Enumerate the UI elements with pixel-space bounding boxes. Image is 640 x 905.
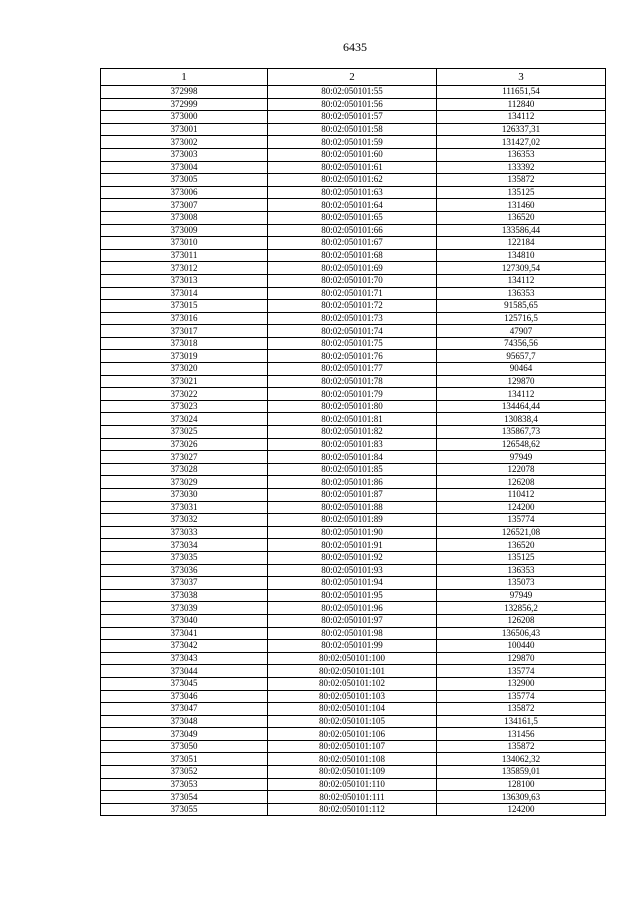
table-row — [101, 665, 606, 678]
table-cell-col-1: 373050 — [101, 740, 268, 753]
table-cell-col-1: 373028 — [101, 463, 268, 476]
table-cell-col-3: 134112 — [437, 388, 606, 401]
table-cell-col-2: 80:02:050101:65 — [268, 211, 437, 224]
table-row — [101, 766, 606, 779]
table-cell-col-2: 80:02:050101:104 — [268, 703, 437, 716]
table-cell-col-2: 80:02:050101:91 — [268, 539, 437, 552]
table-cell-col-3: 128100 — [437, 778, 606, 791]
table-cell-col-3: 135125 — [437, 186, 606, 199]
table-row — [101, 186, 606, 199]
table-cell-col-2: 80:02:050101:82 — [268, 426, 437, 439]
header-row — [101, 69, 606, 86]
table-cell-col-2: 80:02:050101:76 — [268, 350, 437, 363]
table-row — [101, 262, 606, 275]
table-cell-col-1: 373027 — [101, 451, 268, 464]
table-cell-col-2: 80:02:050101:92 — [268, 551, 437, 564]
table-cell-col-3: 97949 — [437, 589, 606, 602]
table-cell-col-2: 80:02:050101:64 — [268, 199, 437, 212]
table-cell-col-2: 80:02:050101:98 — [268, 627, 437, 640]
table-row — [101, 476, 606, 489]
table-row — [101, 778, 606, 791]
table-cell-col-1: 373036 — [101, 564, 268, 577]
table-cell-col-2: 80:02:050101:79 — [268, 388, 437, 401]
table-row — [101, 803, 606, 816]
header-col-1: 1 — [101, 69, 268, 86]
table-row — [101, 86, 606, 99]
table-row — [101, 211, 606, 224]
table-cell-col-3: 136520 — [437, 539, 606, 552]
table-cell-col-1: 373012 — [101, 262, 268, 275]
table-cell-col-1: 373049 — [101, 728, 268, 741]
table-cell-col-2: 80:02:050101:93 — [268, 564, 437, 577]
table-cell-col-1: 373052 — [101, 766, 268, 779]
table-row — [101, 602, 606, 615]
table-cell-col-2: 80:02:050101:100 — [268, 652, 437, 665]
table-cell-col-1: 373047 — [101, 703, 268, 716]
table-cell-col-3: 100440 — [437, 640, 606, 653]
table-cell-col-3: 126337,31 — [437, 123, 606, 136]
table-row — [101, 426, 606, 439]
table-cell-col-1: 373001 — [101, 123, 268, 136]
table-cell-col-1: 373007 — [101, 199, 268, 212]
table-cell-col-3: 136309,63 — [437, 791, 606, 804]
table-row — [101, 249, 606, 262]
table-cell-col-2: 80:02:050101:66 — [268, 224, 437, 237]
header-col-3: 3 — [437, 69, 606, 86]
table-cell-col-2: 80:02:050101:99 — [268, 640, 437, 653]
table-cell-col-3: 134062,32 — [437, 753, 606, 766]
table-row — [101, 753, 606, 766]
table-cell-col-2: 80:02:050101:85 — [268, 463, 437, 476]
table-cell-col-3: 90464 — [437, 363, 606, 376]
table-cell-col-1: 373022 — [101, 388, 268, 401]
table-cell-col-1: 373000 — [101, 111, 268, 124]
table-cell-col-3: 130838,4 — [437, 413, 606, 426]
table-cell-col-1: 373030 — [101, 489, 268, 502]
table-cell-col-1: 373045 — [101, 677, 268, 690]
table-cell-col-3: 134161,5 — [437, 715, 606, 728]
table-row — [101, 526, 606, 539]
table-row — [101, 715, 606, 728]
table-cell-col-3: 134112 — [437, 274, 606, 287]
table-cell-col-3: 134112 — [437, 111, 606, 124]
table-cell-col-3: 124200 — [437, 501, 606, 514]
table-row — [101, 539, 606, 552]
table-cell-col-2: 80:02:050101:109 — [268, 766, 437, 779]
table-cell-col-3: 129870 — [437, 375, 606, 388]
table-cell-col-1: 373016 — [101, 312, 268, 325]
table-cell-col-2: 80:02:050101:90 — [268, 526, 437, 539]
table-cell-col-3: 132856,2 — [437, 602, 606, 615]
table-row — [101, 136, 606, 149]
table-cell-col-1: 373048 — [101, 715, 268, 728]
table-row — [101, 703, 606, 716]
table-cell-col-2: 80:02:050101:69 — [268, 262, 437, 275]
table-cell-col-2: 80:02:050101:89 — [268, 514, 437, 527]
table-row — [101, 325, 606, 338]
table-cell-col-1: 373014 — [101, 287, 268, 300]
table-cell-col-1: 373011 — [101, 249, 268, 262]
table-cell-col-1: 373037 — [101, 577, 268, 590]
table-cell-col-1: 373024 — [101, 413, 268, 426]
table-row — [101, 740, 606, 753]
table-cell-col-3: 135867,73 — [437, 426, 606, 439]
table-row — [101, 627, 606, 640]
table-cell-col-2: 80:02:050101:110 — [268, 778, 437, 791]
table-cell-col-3: 132900 — [437, 677, 606, 690]
table-cell-col-1: 373043 — [101, 652, 268, 665]
table-cell-col-1: 373051 — [101, 753, 268, 766]
table-cell-col-1: 373032 — [101, 514, 268, 527]
table-row — [101, 148, 606, 161]
table-cell-col-1: 373013 — [101, 274, 268, 287]
table-cell-col-3: 122184 — [437, 237, 606, 250]
table-row — [101, 489, 606, 502]
table-cell-col-1: 373009 — [101, 224, 268, 237]
table-cell-col-2: 80:02:050101:59 — [268, 136, 437, 149]
table-cell-col-3: 91585,65 — [437, 300, 606, 313]
table-cell-col-1: 373026 — [101, 438, 268, 451]
table-cell-col-3: 47907 — [437, 325, 606, 338]
table-cell-col-2: 80:02:050101:57 — [268, 111, 437, 124]
table-row — [101, 463, 606, 476]
table-cell-col-3: 133392 — [437, 161, 606, 174]
table-row — [101, 363, 606, 376]
table-row — [101, 501, 606, 514]
table-cell-col-1: 373006 — [101, 186, 268, 199]
table-cell-col-3: 135125 — [437, 551, 606, 564]
table-cell-col-2: 80:02:050101:97 — [268, 614, 437, 627]
table-cell-col-2: 80:02:050101:108 — [268, 753, 437, 766]
table-row — [101, 98, 606, 111]
table-cell-col-3: 135872 — [437, 174, 606, 187]
table-cell-col-3: 135774 — [437, 690, 606, 703]
table-cell-col-1: 373008 — [101, 211, 268, 224]
table-cell-col-2: 80:02:050101:84 — [268, 451, 437, 464]
table-cell-col-2: 80:02:050101:94 — [268, 577, 437, 590]
table-cell-col-1: 373041 — [101, 627, 268, 640]
table-cell-col-2: 80:02:050101:107 — [268, 740, 437, 753]
table-cell-col-2: 80:02:050101:71 — [268, 287, 437, 300]
table-row — [101, 161, 606, 174]
table-cell-col-2: 80:02:050101:75 — [268, 337, 437, 350]
table-cell-col-2: 80:02:050101:67 — [268, 237, 437, 250]
table-cell-col-1: 373040 — [101, 614, 268, 627]
table-row — [101, 174, 606, 187]
table-cell-col-3: 135859,01 — [437, 766, 606, 779]
table-cell-col-3: 136506,43 — [437, 627, 606, 640]
table-row — [101, 224, 606, 237]
table-cell-col-1: 373023 — [101, 400, 268, 413]
table-cell-col-3: 135774 — [437, 514, 606, 527]
table-cell-col-1: 373025 — [101, 426, 268, 439]
table-row — [101, 337, 606, 350]
table-row — [101, 287, 606, 300]
table-cell-col-1: 373017 — [101, 325, 268, 338]
table-cell-col-1: 372999 — [101, 98, 268, 111]
table-row — [101, 375, 606, 388]
table-cell-col-2: 80:02:050101:87 — [268, 489, 437, 502]
table-cell-col-2: 80:02:050101:58 — [268, 123, 437, 136]
table-row — [101, 577, 606, 590]
table-cell-col-3: 124200 — [437, 803, 606, 816]
table-cell-col-3: 74356,56 — [437, 337, 606, 350]
table-row — [101, 690, 606, 703]
table-cell-col-1: 373018 — [101, 337, 268, 350]
table-cell-col-1: 373029 — [101, 476, 268, 489]
table-row — [101, 728, 606, 741]
table-cell-col-3: 135872 — [437, 740, 606, 753]
table-cell-col-2: 80:02:050101:81 — [268, 413, 437, 426]
table-row — [101, 400, 606, 413]
table-cell-col-3: 125716,5 — [437, 312, 606, 325]
table-cell-col-2: 80:02:050101:112 — [268, 803, 437, 816]
table-cell-col-2: 80:02:050101:101 — [268, 665, 437, 678]
table-cell-col-3: 129870 — [437, 652, 606, 665]
table-cell-col-1: 373010 — [101, 237, 268, 250]
table-row — [101, 614, 606, 627]
table-cell-col-3: 126548,62 — [437, 438, 606, 451]
table-cell-col-2: 80:02:050101:105 — [268, 715, 437, 728]
table-cell-col-2: 80:02:050101:60 — [268, 148, 437, 161]
table-cell-col-3: 136520 — [437, 211, 606, 224]
table-cell-col-2: 80:02:050101:103 — [268, 690, 437, 703]
table-cell-col-3: 136353 — [437, 287, 606, 300]
table-cell-col-3: 131427,02 — [437, 136, 606, 149]
table-row — [101, 413, 606, 426]
table-cell-col-1: 373044 — [101, 665, 268, 678]
table-cell-col-2: 80:02:050101:61 — [268, 161, 437, 174]
table-cell-col-2: 80:02:050101:74 — [268, 325, 437, 338]
table-cell-col-3: 131460 — [437, 199, 606, 212]
table-row — [101, 640, 606, 653]
table-row — [101, 388, 606, 401]
table-cell-col-3: 111651,54 — [437, 86, 606, 99]
table-cell-col-1: 373004 — [101, 161, 268, 174]
table-cell-col-3: 135073 — [437, 577, 606, 590]
table-cell-col-2: 80:02:050101:72 — [268, 300, 437, 313]
data-table — [100, 68, 606, 816]
table-cell-col-1: 373031 — [101, 501, 268, 514]
table-cell-col-2: 80:02:050101:88 — [268, 501, 437, 514]
table-cell-col-2: 80:02:050101:80 — [268, 400, 437, 413]
table-cell-col-1: 373020 — [101, 363, 268, 376]
table-row — [101, 350, 606, 363]
table-row — [101, 111, 606, 124]
table-cell-col-2: 80:02:050101:55 — [268, 86, 437, 99]
page-number: 6435 — [343, 40, 367, 54]
table-row — [101, 551, 606, 564]
table-cell-col-1: 373003 — [101, 148, 268, 161]
table-cell-col-3: 135774 — [437, 665, 606, 678]
table-cell-col-2: 80:02:050101:77 — [268, 363, 437, 376]
table-cell-col-1: 373038 — [101, 589, 268, 602]
table-cell-col-1: 373002 — [101, 136, 268, 149]
table-cell-col-3: 112840 — [437, 98, 606, 111]
table-cell-col-3: 131456 — [437, 728, 606, 741]
table-cell-col-2: 80:02:050101:73 — [268, 312, 437, 325]
table-row — [101, 451, 606, 464]
table-row — [101, 564, 606, 577]
table-cell-col-1: 373053 — [101, 778, 268, 791]
table-cell-col-1: 373021 — [101, 375, 268, 388]
table-cell-col-2: 80:02:050101:111 — [268, 791, 437, 804]
table-row — [101, 300, 606, 313]
table-cell-col-3: 127309,54 — [437, 262, 606, 275]
table-cell-col-2: 80:02:050101:96 — [268, 602, 437, 615]
table-cell-col-2: 80:02:050101:68 — [268, 249, 437, 262]
table-cell-col-2: 80:02:050101:102 — [268, 677, 437, 690]
table-cell-col-2: 80:02:050101:86 — [268, 476, 437, 489]
table-header — [101, 69, 606, 86]
table-cell-col-1: 373054 — [101, 791, 268, 804]
table-row — [101, 438, 606, 451]
header-col-2: 2 — [268, 69, 437, 86]
table-cell-col-2: 80:02:050101:62 — [268, 174, 437, 187]
table-cell-col-3: 126208 — [437, 614, 606, 627]
table-row — [101, 123, 606, 136]
table-cell-col-3: 133586,44 — [437, 224, 606, 237]
table-row — [101, 791, 606, 804]
table-cell-col-3: 126521,08 — [437, 526, 606, 539]
table-cell-col-3: 134810 — [437, 249, 606, 262]
table-cell-col-3: 134464,44 — [437, 400, 606, 413]
table-row — [101, 677, 606, 690]
table-cell-col-3: 110412 — [437, 489, 606, 502]
table-cell-col-2: 80:02:050101:78 — [268, 375, 437, 388]
table-cell-col-1: 373055 — [101, 803, 268, 816]
table-cell-col-3: 126208 — [437, 476, 606, 489]
table-cell-col-1: 373005 — [101, 174, 268, 187]
table-cell-col-3: 135872 — [437, 703, 606, 716]
table-cell-col-2: 80:02:050101:83 — [268, 438, 437, 451]
table-row — [101, 237, 606, 250]
table-body — [101, 86, 606, 816]
table-cell-col-1: 373034 — [101, 539, 268, 552]
table-cell-col-1: 373033 — [101, 526, 268, 539]
table-cell-col-2: 80:02:050101:56 — [268, 98, 437, 111]
table-row — [101, 652, 606, 665]
table-cell-col-1: 373019 — [101, 350, 268, 363]
table-cell-col-2: 80:02:050101:106 — [268, 728, 437, 741]
table-cell-col-3: 97949 — [437, 451, 606, 464]
table-cell-col-2: 80:02:050101:63 — [268, 186, 437, 199]
table-cell-col-3: 136353 — [437, 148, 606, 161]
table-cell-col-3: 95657,7 — [437, 350, 606, 363]
table-cell-col-2: 80:02:050101:70 — [268, 274, 437, 287]
table-cell-col-1: 373042 — [101, 640, 268, 653]
table-cell-col-3: 122078 — [437, 463, 606, 476]
table-row — [101, 589, 606, 602]
table-row — [101, 274, 606, 287]
table-row — [101, 514, 606, 527]
table-cell-col-1: 373035 — [101, 551, 268, 564]
table-cell-col-1: 373015 — [101, 300, 268, 313]
table-cell-col-1: 372998 — [101, 86, 268, 99]
table-cell-col-3: 136353 — [437, 564, 606, 577]
table-cell-col-1: 373046 — [101, 690, 268, 703]
table-cell-col-1: 373039 — [101, 602, 268, 615]
table-cell-col-2: 80:02:050101:95 — [268, 589, 437, 602]
table-row — [101, 199, 606, 212]
table-row — [101, 312, 606, 325]
